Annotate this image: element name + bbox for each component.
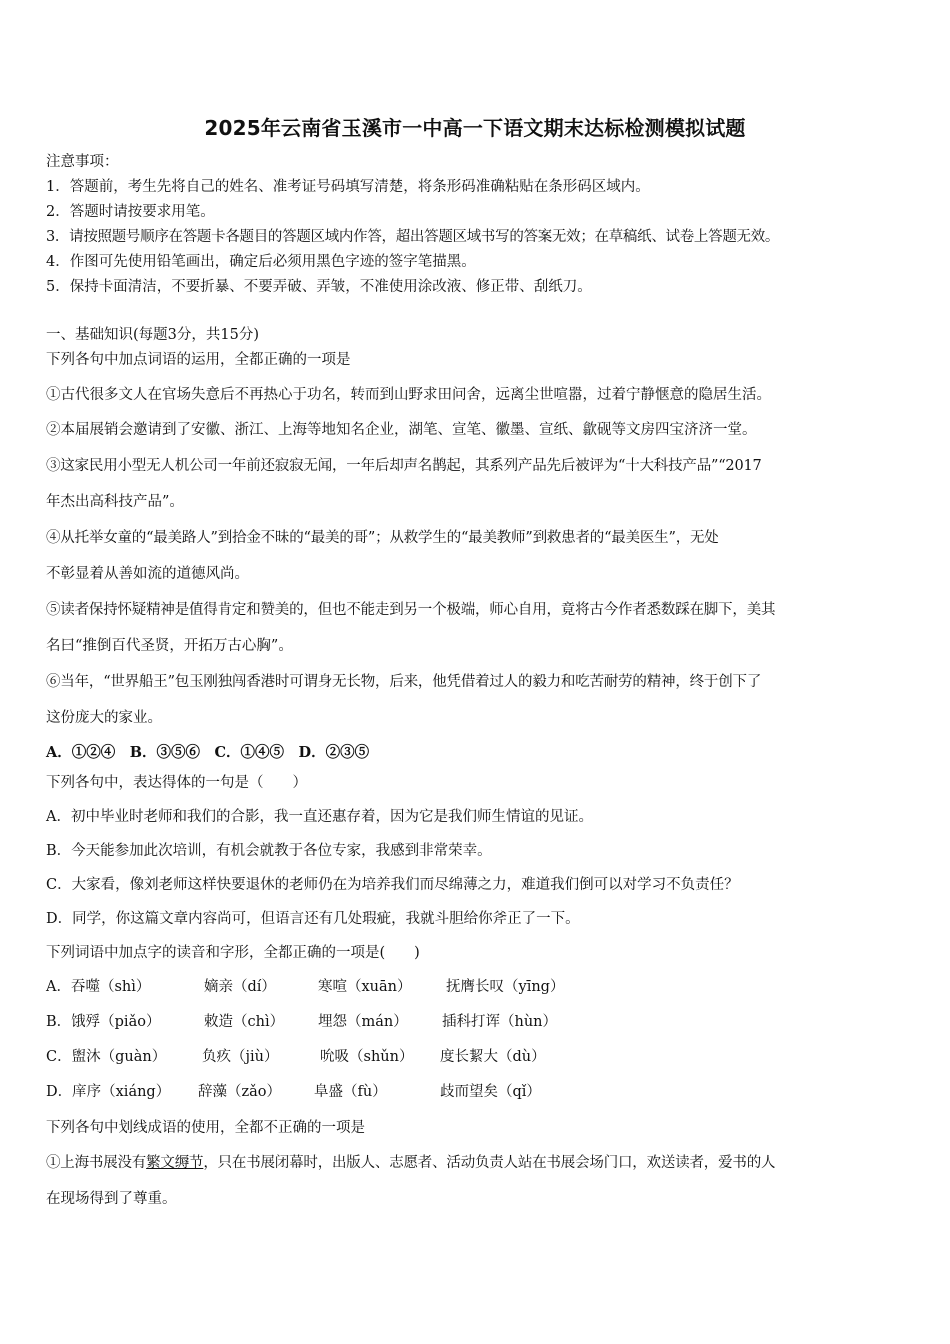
item-text: ，只在书展闭幕时，出版人、志愿者、活动负责人站在书展会场门口，欢送读者，爱书的人 bbox=[203, 1155, 776, 1171]
option-word: 寒喧（xuān） bbox=[318, 979, 412, 995]
question-3 bbox=[46, 936, 916, 1110]
option-word: 插科打诨（hùn） bbox=[442, 1014, 558, 1030]
question-2-option-d: D．同学，你这篇文章内容尚可，但语言还有几处瑕疵，我就斗胆给你斧正了一下。 bbox=[46, 911, 580, 927]
option-word: 歧而望矣（qǐ） bbox=[440, 1084, 541, 1100]
question-1-item-cont: 这份庞大的家业。 bbox=[46, 710, 162, 726]
question-1-item: ③这家民用小型无人机公司一年前还寂寂无闻，一年后却声名鹊起，其系列产品先后被评为“十大科技产品”“2017 bbox=[46, 458, 762, 474]
option-word: C．盥沐（guàn） bbox=[46, 1049, 167, 1065]
question-2 bbox=[46, 766, 916, 936]
question-4-item-cont: 在现场得到了尊重。 bbox=[46, 1191, 177, 1207]
question-1-item-cont: 年杰出高科技产品”。 bbox=[46, 494, 184, 510]
underlined-idiom: 繁文缛节 bbox=[146, 1155, 204, 1171]
question-3-option-a bbox=[46, 970, 916, 1005]
question-3-option-c bbox=[46, 1040, 916, 1075]
question-1-items bbox=[46, 378, 916, 770]
question-2-stem: 下列各句中，表达得体的一句是（ ） bbox=[46, 775, 307, 791]
notice-item: 4．作图可先使用铅笔画出，确定后必须用黑色字迹的签字笔描黑。 bbox=[46, 254, 476, 270]
notice-heading: 注意事项： bbox=[46, 154, 119, 170]
section-1 bbox=[46, 323, 916, 373]
question-3-option-d bbox=[46, 1075, 916, 1110]
option-word: D．庠序（xiáng） bbox=[46, 1084, 171, 1100]
notice-item: 3．请按照题号顺序在答题卡各题目的答题区域内作答，超出答题区域书写的答案无效；在草稿纸、试卷上答题无效。 bbox=[46, 229, 780, 245]
question-2-option-b: B．今天能参加此次培训，有机会就教于各位专家，我感到非常荣幸。 bbox=[46, 843, 492, 859]
option-word: 埋怨（mán） bbox=[318, 1014, 408, 1030]
question-1-options: A．①②④ B．③⑤⑥ C．①④⑤ D．②③⑤ bbox=[46, 744, 370, 761]
question-1-item: ④从托举女童的“最美路人”到拾金不昧的“最美的哥”；从救学生的“最美教师”到救患者的“最美医生”，无处 bbox=[46, 530, 719, 546]
option-word: 负疚（jiù） bbox=[202, 1049, 279, 1065]
question-1-stem: 下列各句中加点词语的运用，全都正确的一项是 bbox=[46, 352, 351, 368]
question-4-stem: 下列各句中划线成语的使用，全都不正确的一项是 bbox=[46, 1120, 365, 1136]
question-3-option-b bbox=[46, 1005, 916, 1040]
option-word: 度长絜大（dù） bbox=[440, 1049, 546, 1065]
question-4 bbox=[46, 1111, 916, 1217]
option-word: 吮吸（shǔn） bbox=[320, 1049, 414, 1065]
notice-item: 1．答题前，考生先将自己的姓名、准考证号码填写清楚，将条形码准确粘贴在条形码区域内。 bbox=[46, 179, 650, 195]
question-1-item: ①古代很多文人在官场失意后不再热心于功名，转而到山野求田问舍，远离尘世喧嚣，过着宁静惬意的隐居生活。 bbox=[46, 387, 771, 403]
option-word: 抚膺长叹（yīng） bbox=[446, 979, 565, 995]
notice-section bbox=[46, 150, 916, 300]
option-word: 阜盛（fù） bbox=[314, 1084, 387, 1100]
notice-item: 5．保持卡面清洁，不要折暴、不要弄破、弄皱，不准使用涂改液、修正带、刮纸刀。 bbox=[46, 279, 592, 295]
section-heading: 一、基础知识(每题3分，共15分) bbox=[46, 327, 259, 343]
question-3-stem: 下列词语中加点字的读音和字形，全都正确的一项是( ) bbox=[46, 945, 420, 961]
question-1-item: ⑥当年，“世界船王”包玉刚独闯香港时可谓身无长物，后来，他凭借着过人的毅力和吃苦耐劳的精神，终于创下了 bbox=[46, 674, 762, 690]
question-4-item bbox=[46, 1145, 916, 1181]
option-word: 嫡亲（dí） bbox=[204, 979, 276, 995]
notice-item: 2．答题时请按要求用笔。 bbox=[46, 204, 215, 220]
question-1-item: ⑤读者保持怀疑精神是值得肯定和赞美的，但也不能走到另一个极端，师心自用，竟将古今作者悉数踩在脚下，美其 bbox=[46, 602, 776, 618]
option-word: 敕造（chì） bbox=[204, 1014, 285, 1030]
option-word: 辞藻（zǎo） bbox=[198, 1084, 282, 1100]
question-1-item-cont: 名曰“推倒百代圣贤，开拓万古心胸”。 bbox=[46, 638, 293, 654]
question-2-option-c: C．大家看，像刘老师这样快要退休的老师仍在为培养我们而尽绵薄之力，难道我们倒可以对学习不负责任？ bbox=[46, 877, 739, 893]
page-title: 2025年云南省玉溪市一中高一下语文期末达标检测模拟试题 bbox=[204, 116, 746, 140]
option-word: B．饿殍（piǎo） bbox=[46, 1014, 161, 1030]
question-1-item-cont: 不彰显着从善如流的道德风尚。 bbox=[46, 566, 249, 582]
question-1-item: ②本届展销会邀请到了安徽、浙江、上海等地知名企业，湖笔、宣笔、徽墨、宣纸、歙砚等文房四宝济济一堂。 bbox=[46, 422, 757, 438]
option-word: A．吞噬（shì） bbox=[46, 979, 151, 995]
item-text: ①上海书展没有 bbox=[46, 1155, 147, 1171]
question-2-option-a: A．初中毕业时老师和我们的合影，我一直还惠存着，因为它是我们师生情谊的见证。 bbox=[46, 809, 593, 825]
